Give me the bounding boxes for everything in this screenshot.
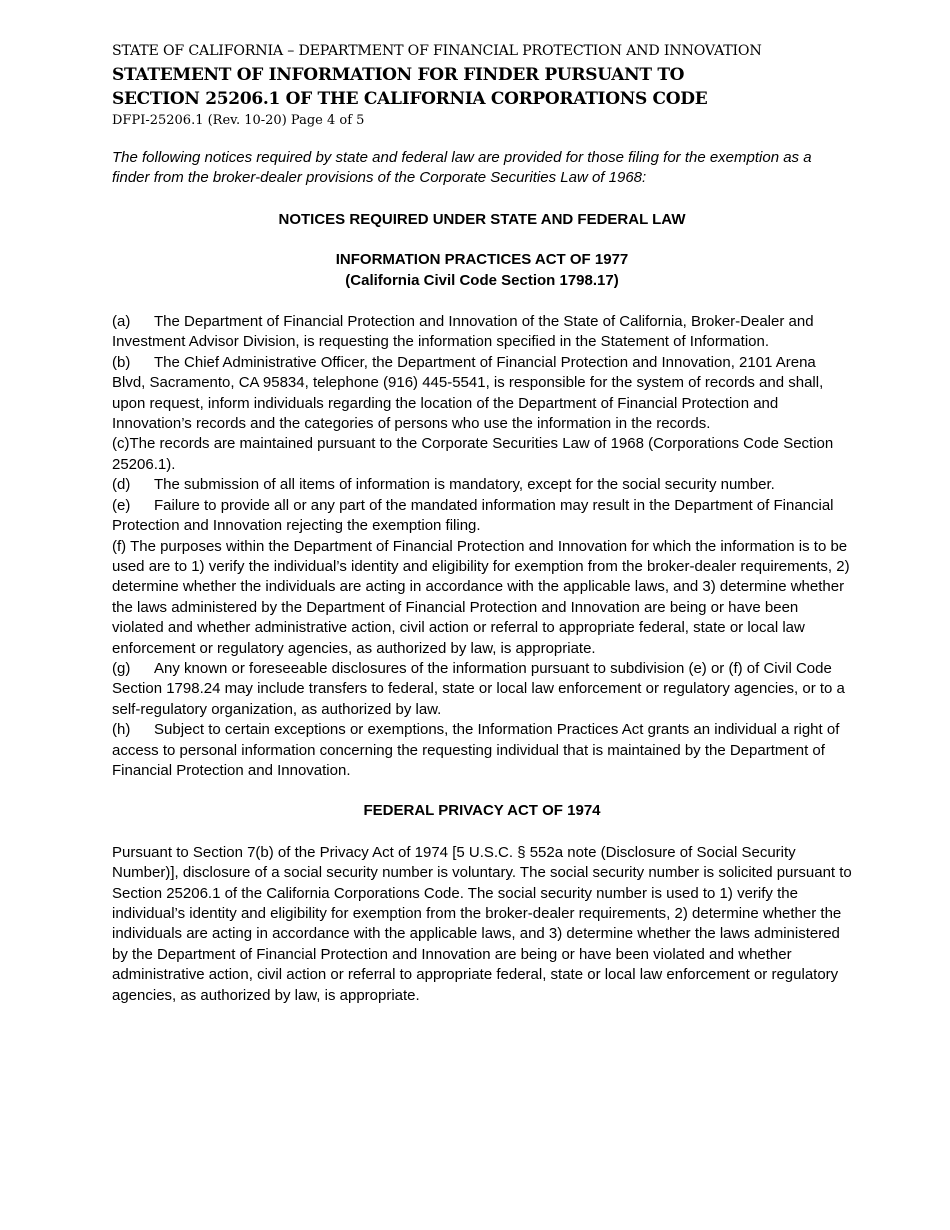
ipa-paragraph-a <box>112 312 852 353</box>
paragraph-text: The Chief Administrative Officer, the Department of Financial Protection and Innovation, 2101 Arena Blvd, Sacramento, CA 95834, telephone (916) 445-5541, is responsible for the system of records and shall, upon request, inform individuals regarding the location of the Department of Financial Protection and Innovation’s records and the categories of persons who use the information in the records. <box>112 353 824 433</box>
notices-heading: NOTICES REQUIRED UNDER STATE AND FEDERAL LAW <box>278 210 686 228</box>
paragraph-label: (g) <box>112 659 131 677</box>
paragraph-label: (a) <box>112 313 131 331</box>
ipa-heading <box>112 250 852 291</box>
page-content <box>112 40 852 1006</box>
agency-header: STATE OF CALIFORNIA – DEPARTMENT OF FINANCIAL PROTECTION AND INNOVATION <box>112 43 762 59</box>
ipa-paragraph-f <box>112 537 852 659</box>
paragraph-label: (f) <box>112 537 127 555</box>
ipa-paragraph-b <box>112 353 852 435</box>
ipa-paragraph-c <box>112 434 852 475</box>
paragraph-text: The records are maintained pursuant to the Corporate Securities Law of 1968 (Corporations Code Section 25206.1). <box>112 435 834 473</box>
paragraph-text: The Department of Financial Protection and Innovation of the State of California, Broker-Dealer and Investment Advisor Division, is requesting the information specified in the Statement of Information. <box>112 313 814 351</box>
fpa-heading: FEDERAL PRIVACY ACT OF 1974 <box>363 802 601 820</box>
form-number: DFPI-25206.1 (Rev. 10-20) Page 4 of 5 <box>112 113 365 128</box>
paragraph-label: (b) <box>112 353 131 371</box>
ipa-paragraphs <box>112 312 852 781</box>
ipa-paragraph-h <box>112 720 852 781</box>
ipa-heading-citation: (California Civil Code Section 1798.17) <box>345 271 619 289</box>
ipa-paragraph-d <box>112 475 852 495</box>
paragraph-text: The submission of all items of information is mandatory, except for the social security number. <box>154 476 775 494</box>
form-title-line-2: SECTION 25206.1 OF THE CALIFORNIA CORPORATIONS CODE <box>112 89 708 109</box>
paragraph-label: (h) <box>112 721 131 739</box>
ipa-heading-title: INFORMATION PRACTICES ACT OF 1977 <box>335 251 629 269</box>
paragraph-text: Failure to provide all or any part of the mandated information may result in the Department of Financial Protection and Innovation rejecting the exemption filing. <box>112 496 834 535</box>
ipa-paragraph-g <box>112 659 852 720</box>
ipa-paragraph-e <box>112 496 852 537</box>
paragraph-text: The purposes within the Department of Financial Protection and Innovation for which the information is to be used are to 1) verify the individual’s identity and eligibility for exemption from the broker-dealer requirements, 2) determine whether the individuals are acting in accordance with the applicable laws, and 3) determine whether the laws administered by the Department of Financial Protection and Innovation are being or have been violated and whether administrative action, civil action or referral to appropriate federal, state or local law enforcement or regulatory agencies, as authorized by law, is appropriate. <box>112 537 850 657</box>
intro-text: The following notices required by state and federal law are provided for those filing for the exemption as a finder from the broker-dealer provisions of the Corporate Securities Law of 1968: <box>112 149 812 187</box>
paragraph-label: (d) <box>112 476 131 494</box>
paragraph-label: (c) <box>112 435 130 453</box>
paragraph-text: Any known or foreseeable disclosures of the information pursuant to subdivision (e) or (f) of Civil Code Section 1798.24 may include transfers to federal, state or local law enforcement or regulatory agencies, or to a self-regulatory organization, as authorized by law. <box>112 659 845 718</box>
paragraph-text: Subject to certain exceptions or exemptions, the Information Practices Act grants an individual a right of access to personal information concerning the requesting individual that is maintained by the Department of Financial Protection and Innovation. <box>112 721 840 779</box>
paragraph-label: (e) <box>112 496 131 514</box>
fpa-text: Pursuant to Section 7(b) of the Privacy Act of 1974 [5 U.S.C. § 552a note (Disclosure of Social Security Number)], disclosure of a social security number is voluntary. The social security number is solicited pursuant to Section 25206.1 of the California Corporations Code. The social security number is used to 1) verify the individual’s identity and eligibility for exemption from the broker-dealer requirements, 2) determine whether the individuals are acting in accordance with the applicable laws, and 3) determine whether the laws administered by the Department of Financial Protection and Innovation are being or have been violated and whether administrative action, civil action or referral to appropriate federal, state or local law enforcement or regulatory agencies, as authorized by law, is appropriate. <box>112 843 852 1004</box>
form-title-line-1: STATEMENT OF INFORMATION FOR FINDER PURSUANT TO <box>112 65 685 85</box>
